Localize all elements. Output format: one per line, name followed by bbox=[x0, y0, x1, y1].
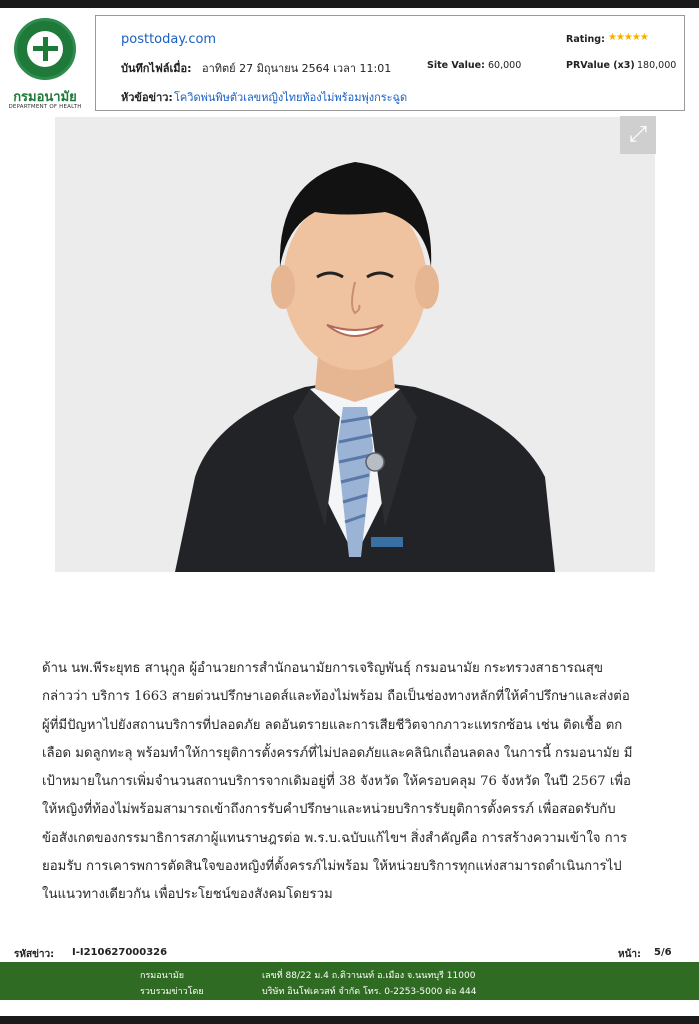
portrait-illustration bbox=[55, 117, 655, 572]
site-value: 60,000 bbox=[488, 60, 522, 71]
article-line: เป้าหมายในการเพิ่มจำนวนสถานบริการจากเดิมอยู่ที่ 38 จังหวัด ให้ครอบคลุม 76 จังหวัด ในปี 2567 เพื่อ bbox=[42, 774, 631, 790]
article-body bbox=[42, 655, 660, 910]
pr-value: 180,000 bbox=[637, 60, 677, 71]
expand-icon[interactable]: ⤢ bbox=[620, 116, 656, 154]
article-line: ให้หญิงที่ท้องไม่พร้อมสามารถเข้าถึงการรับคำปรึกษาและหน่วยบริการรับยุติการตั้งครรภ์ เพื่อสอดรับกับ bbox=[42, 802, 616, 818]
headline-label: หัวข้อข่าว: bbox=[121, 91, 173, 104]
article-line: ผู้ที่มีปัญหาไปยังสถานบริการที่ปลอดภัย ลดอันตรายและการเสียชีวิตจากภาวะแทรกซ้อน เช่น ติดเชื้อ ตก bbox=[42, 717, 623, 733]
rating-label: Rating: bbox=[566, 34, 605, 45]
page-label: หน้า: bbox=[618, 949, 642, 960]
article-line: กล่าวว่า บริการ 1663 สายด่วนปรึกษาเอดส์และท้องไม่พร้อม ถือเป็นช่องทางหลักที่ให้คำปรึกษาและส่งต่อ bbox=[42, 689, 630, 705]
news-code-label: รหัสข่าว: bbox=[14, 949, 55, 960]
footer-bar bbox=[0, 962, 699, 1000]
pr-value-label: PRValue (x3) bbox=[566, 60, 635, 71]
headline-link[interactable]: โควิดพ่นพิษตัวเลขหญิงไทยท้องไม่พร้อมพุ่งกระฉูด bbox=[174, 91, 408, 104]
article-line: ยอมรับ การเคารพการตัดสินใจของหญิงที่ตั้งครรภ์ไม่พร้อม ให้หน่วยบริการทุกแห่งสามารถดำเนินการไป bbox=[42, 859, 622, 875]
portrait-photo bbox=[55, 117, 655, 572]
article-line: ด้าน นพ.พีระยุทธ สานุกูล ผู้อำนวยการสำนักอนามัยการเจริญพันธุ์ กรมอนามัย กระทรวงสาธารณสุข bbox=[42, 661, 603, 676]
footer-org: กรมอนามัย bbox=[140, 971, 185, 981]
department-of-health-logo bbox=[8, 18, 82, 110]
article-line: ข้อสังเกตของกรรมาธิการสภาผู้แทนราษฎรต่อ พ.ร.บ.ฉบับแก้ไขฯ สิ่งสำคัญคือ การสร้างความเข้าใจ การ bbox=[42, 830, 628, 846]
site-value-label: Site Value: bbox=[427, 60, 485, 71]
news-code: I-I210627000326 bbox=[72, 947, 168, 958]
rating-stars-icon: ★★★★★ bbox=[608, 32, 648, 43]
recorded-date: อาทิตย์ 27 มิถุนายน 2564 เวลา 11:01 bbox=[202, 62, 392, 75]
top-border bbox=[0, 0, 699, 8]
logo-subtitle: DEPARTMENT OF HEALTH bbox=[8, 104, 82, 110]
logo-emblem-icon bbox=[14, 18, 76, 80]
article-line: เลือด มดลูกทะลุ พร้อมทำให้การยุติการตั้งครรภ์ที่ไม่ปลอดภัยและคลินิกเถื่อนลดลง ในการนี้ กรมอนามัย มี bbox=[42, 745, 633, 761]
news-info-box bbox=[95, 15, 685, 111]
recorded-label: บันทึกไฟล์เมื่อ: bbox=[121, 62, 192, 75]
footer-collected-by: รวบรวมข่าวโดย bbox=[140, 987, 204, 997]
logo-title: กรมอนามัย bbox=[13, 90, 77, 105]
page-number: 5/6 bbox=[654, 947, 672, 958]
source-site: posttoday.com bbox=[121, 32, 217, 47]
footer-address: เลขที่ 88/22 ม.4 ถ.ติวานนท์ อ.เมือง จ.นนทบุรี 11000 bbox=[262, 971, 476, 981]
bottom-border bbox=[0, 1016, 699, 1024]
article-line: ในแนวทางเดียวกัน เพื่อประโยชน์ของสังคมโดยรวม bbox=[42, 887, 333, 903]
footer-company: บริษัท อินโฟเควสท์ จำกัด โทร. 0-2253-5000 ต่อ 444 bbox=[262, 987, 477, 997]
